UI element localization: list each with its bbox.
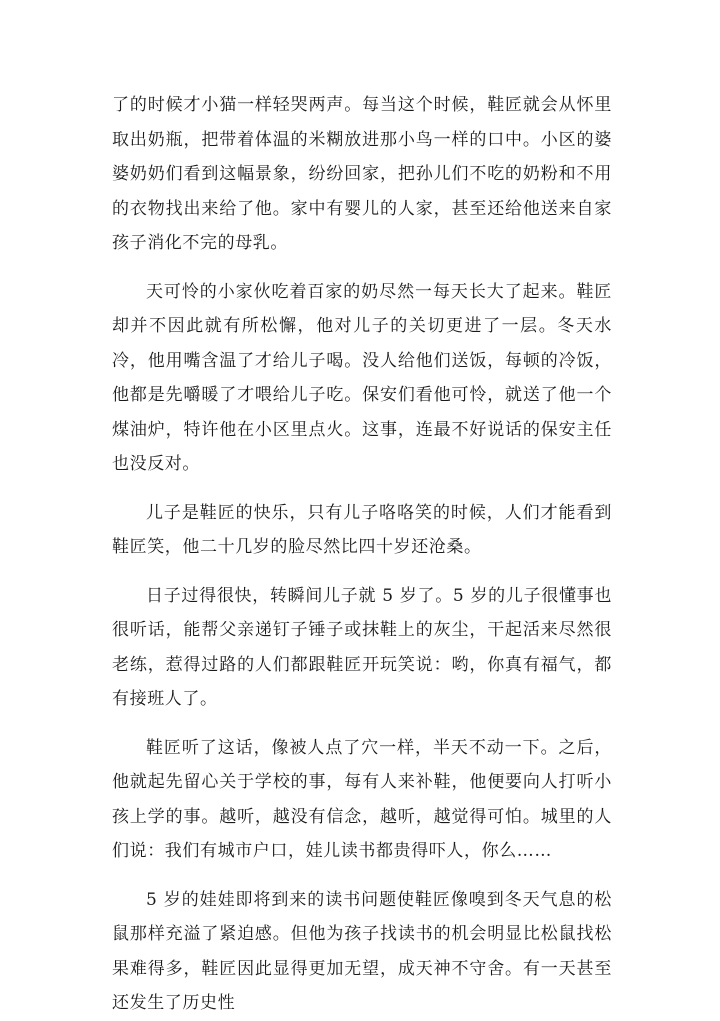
paragraph-gap bbox=[112, 869, 612, 883]
paragraph-gap bbox=[112, 565, 612, 579]
paragraph-gap bbox=[112, 717, 612, 731]
paragraph-gap bbox=[112, 261, 612, 275]
paragraph-1: 了的时候才小猫一样轻哭两声。每当这个时候，鞋匠就会从怀里取出奶瓶，把带着体温的米糊放进那小鸟一样的口中。小区的婆婆奶奶们看到这幅景象，纷纷回家，把孙儿们不吃的奶粉和不用的衣物找出来给了他。家中有婴儿的人家，甚至还给他送来自家孩子消化不完的母乳。 bbox=[112, 95, 612, 253]
paragraph-3: 儿子是鞋匠的快乐，只有儿子咯咯笑的时候，人们才能看到鞋匠笑，他二十几岁的脸尽然比四十岁还沧桑。 bbox=[112, 502, 612, 557]
paragraph-6: 5 岁的娃娃即将到来的读书问题使鞋匠像嗅到冬天气息的松鼠那样充溢了紧迫感。但他为孩子找读书的机会明显比松鼠找松果难得多，鞋匠因此显得更加无望，成天神不守舍。有一天甚至还发生了历史性 bbox=[112, 889, 612, 1013]
document-body bbox=[112, 88, 612, 1021]
paragraph-2: 天可怜的小家伙吃着百家的奶尽然一每天长大了起来。鞋匠却并不因此就有所松懈，他对儿子的关切更进了一层。冬天水冷，他用嘴含温了才给儿子喝。没人给他们送饭，每顿的冷饭，他都是先嚼暖了才喂给儿子吃。保安们看他可怜，就送了他一个煤油炉，特许他在小区里点火。这事，连最不好说话的保安主任也没反对。 bbox=[112, 281, 612, 474]
paragraph-gap bbox=[112, 482, 612, 496]
paragraph-5: 鞋匠听了这话，像被人点了穴一样，半天不动一下。之后，他就起先留心关于学校的事，每有人来补鞋，他便要向人打听小孩上学的事。越听，越没有信念，越听，越觉得可怕。城里的人们说：我们有城市户口，娃儿读书都贵得吓人，你么…… bbox=[112, 737, 612, 861]
paragraph-4: 日子过得很快，转瞬间儿子就 5 岁了。5 岁的儿子很懂事也很听话，能帮父亲递钉子锤子或抹鞋上的灰尘，干起活来尽然很老练，惹得过路的人们都跟鞋匠开玩笑说：哟，你真有福气，都有接班人了。 bbox=[112, 585, 612, 709]
